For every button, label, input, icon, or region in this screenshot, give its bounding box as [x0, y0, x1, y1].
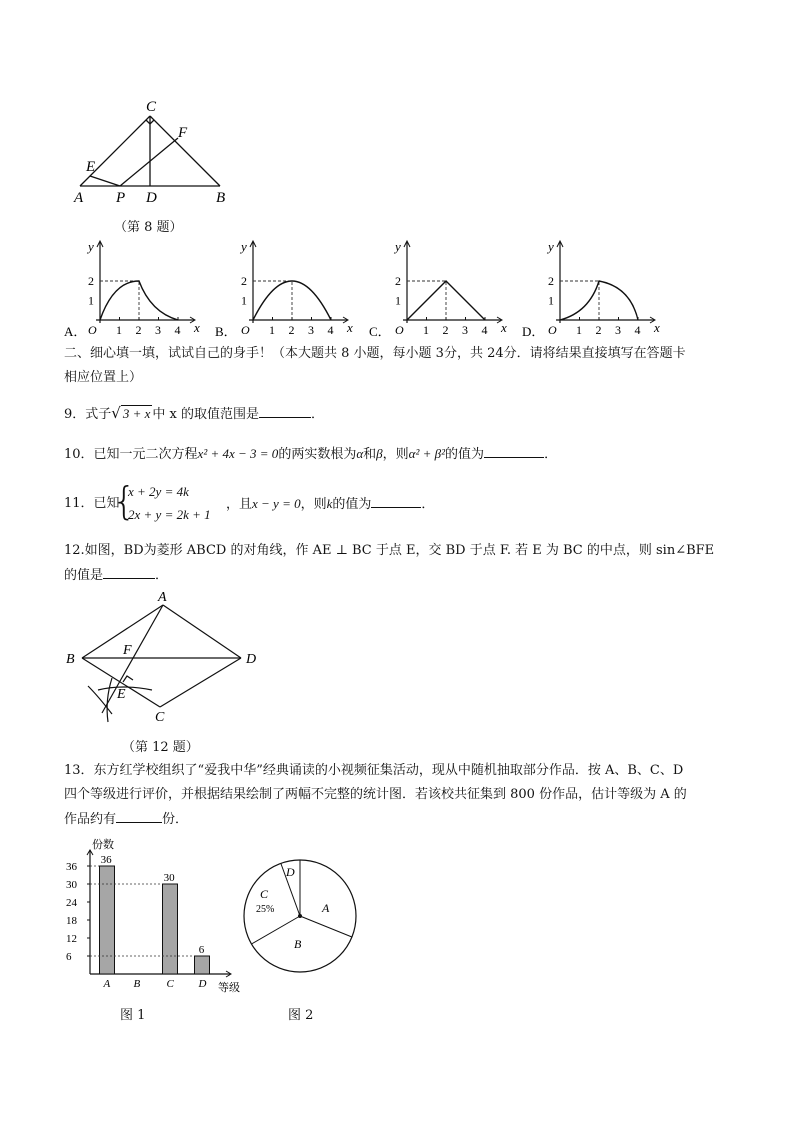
y-axis-label: y: [395, 239, 401, 254]
q10-expression: α² + β²: [408, 446, 446, 461]
dashed-guide: [253, 281, 292, 320]
dashed-guide: [560, 281, 599, 320]
x-tick-label: 3: [155, 323, 161, 337]
q9-end: ．: [311, 407, 325, 422]
figure-8: [70, 95, 240, 210]
q13-line3: [64, 808, 188, 831]
figure-12: [60, 588, 280, 728]
q11-equation-2: 2x + y = 2k + 1: [128, 507, 211, 522]
q10-alpha: α: [356, 446, 364, 461]
fig8-label-e: E: [86, 159, 96, 175]
y-tick-label: 1: [241, 293, 247, 308]
pie-label-D[interactable]: D: [286, 865, 295, 879]
bar-y-tick-label: 30: [66, 879, 77, 891]
x-tick-label: 1: [576, 323, 582, 337]
fig8-label-c: C: [146, 99, 157, 115]
option-letter-d: D．: [522, 324, 545, 339]
q11-answer-blank[interactable]: [371, 493, 421, 508]
fig8-label-p: P: [116, 190, 126, 206]
pie-chart: [236, 836, 360, 996]
q12-answer-blank[interactable]: [103, 564, 155, 579]
x-tick-label: 4: [481, 323, 488, 337]
q10-mid2: ，则: [382, 447, 409, 462]
option-graphs: [60, 238, 740, 340]
x-axis-label: x: [194, 320, 200, 335]
option-graph-a[interactable]: [64, 239, 200, 339]
dashed-guide: [100, 281, 139, 320]
bar-chart: [60, 836, 250, 996]
q13-answer-blank[interactable]: [116, 808, 162, 823]
bar-value-label: 36: [100, 854, 112, 866]
fig8-label-a: A: [74, 190, 84, 206]
y-tick-label: 2: [548, 274, 554, 288]
x-tick-label: 2: [595, 323, 602, 337]
fig8-label-f: F: [178, 125, 188, 141]
q9-mid: 中 x 的取值范围是: [152, 407, 259, 422]
x-tick-label: 1: [269, 323, 275, 337]
x-tick-label: 1: [116, 323, 122, 337]
fig8-caption: （第 8 题）: [114, 220, 183, 235]
q12-line1: 12.如图，BD为菱形 ABCD 的对角线，作 AE ⊥ BC 于点 E，交 BD 于点 F. 若 E 为 BC 的中点，则 sin∠BFE: [64, 543, 715, 558]
q13-line3-text: 作品约有: [64, 812, 117, 827]
bar-value-label: 30: [163, 872, 175, 884]
fig1-caption: 图 1: [120, 1008, 146, 1023]
origin-label: O: [548, 323, 557, 337]
y-axis-label: y: [88, 239, 94, 254]
bar-x-label: 等级: [218, 982, 240, 994]
q13-end: 份．: [162, 812, 189, 827]
x-axis-label: x: [347, 320, 353, 335]
bar-A[interactable]: [100, 866, 115, 974]
origin-label: O: [395, 323, 404, 337]
pie-label-B[interactable]: B: [294, 937, 302, 951]
origin-label: O: [88, 323, 97, 337]
q10-and: 和: [363, 447, 377, 462]
option-letter-a: A．: [64, 324, 87, 339]
x-tick-label: 2: [442, 323, 449, 337]
bar-category-label: D: [198, 978, 207, 990]
x-tick-label: 3: [462, 323, 468, 337]
q10-beta: β: [376, 446, 383, 461]
y-axis-label: y: [241, 239, 247, 254]
section2-line2: 相应位置上）: [64, 370, 143, 385]
q11-condition: [226, 493, 434, 516]
q10-num: 10．已知一元二次方程: [64, 447, 198, 462]
x-tick-label: 3: [308, 323, 314, 337]
section2-line1: 二、细心填一填，试试自己的身手！（本大题共 8 小题，每小题 3分，共 24分．请将结果直接填写在答题卡: [64, 346, 686, 361]
fig12-label-a: A: [158, 590, 167, 605]
y-tick-label: 2: [88, 274, 94, 288]
x-tick-label: 3: [615, 323, 621, 337]
x-axis-label: x: [501, 320, 507, 335]
origin-label: O: [241, 323, 250, 337]
fig12-caption: （第 12 题）: [122, 740, 199, 755]
pie-label-A[interactable]: A: [322, 901, 330, 915]
q11-k: k: [326, 496, 333, 511]
q10-answer-blank[interactable]: [484, 443, 544, 458]
bar-category-label: A: [103, 978, 111, 990]
fig12-label-c: C: [155, 710, 165, 725]
bar-y-tick-label: 6: [66, 951, 72, 963]
q12-end: ．: [155, 568, 169, 583]
y-tick-label: 2: [395, 274, 401, 288]
bar-C[interactable]: [163, 884, 178, 974]
q11-equation-1: x + 2y = 4k: [128, 484, 189, 499]
q11-tail2: 的值为: [332, 497, 372, 512]
bar-y-tick-label: 24: [66, 897, 77, 909]
option-graph-d[interactable]: [522, 239, 660, 339]
q10-end: ．: [544, 447, 558, 462]
q11-num: 11．已知: [64, 496, 120, 511]
option-graph-c[interactable]: [369, 239, 507, 339]
y-tick-label: 1: [548, 293, 554, 308]
fig12-label-f: F: [123, 643, 132, 658]
y-tick-label: 2: [241, 274, 247, 288]
bar-y-tick-label: 12: [66, 933, 77, 945]
q9-answer-blank[interactable]: [259, 403, 311, 418]
question-10: [64, 443, 557, 466]
q10-mid: 的两实数根为: [278, 447, 357, 462]
pie-center: [298, 914, 302, 918]
q13-line2: 四个等级进行评价，并根据结果绘制了两幅不完整的统计图．若该校共征集到 800 份作品，估计等级为 A 的: [64, 787, 687, 802]
q9-expr: 3 + x: [122, 406, 151, 421]
x-axis-label: x: [654, 320, 660, 335]
fig12-label-d: D: [246, 652, 257, 667]
option-letter-c: C．: [369, 324, 391, 339]
pie-percent-C: 25%: [256, 904, 275, 915]
pie-label-C[interactable]: C: [260, 887, 269, 901]
q9-num: 9．式子: [64, 407, 112, 422]
x-tick-label: 4: [634, 323, 641, 337]
x-tick-label: 4: [174, 323, 181, 337]
x-tick-label: 4: [327, 323, 334, 337]
q11-mid: ，且: [226, 497, 253, 512]
q10-equation: x² + 4x − 3 = 0: [197, 446, 279, 461]
y-axis-label: y: [548, 239, 554, 254]
fig12-label-b: B: [66, 652, 75, 667]
q11-end: ．: [421, 497, 435, 512]
fig8-label-b: B: [216, 190, 226, 206]
option-graphs-svg: [60, 238, 740, 340]
option-letter-b: B．: [215, 324, 237, 339]
y-tick-label: 1: [395, 293, 401, 308]
bar-D[interactable]: [195, 956, 210, 974]
q12-line2: [64, 564, 168, 587]
x-tick-label: 2: [288, 323, 295, 337]
q13-line1: 13．东方红学校组织了“爱我中华”经典诵读的小视频征集活动，现从中随机抽取部分作品．按 A、B、C、D: [64, 763, 684, 778]
bar-value-label: 6: [198, 944, 205, 956]
q11-cond: x − y = 0: [252, 496, 301, 511]
fig12-label-e: E: [117, 687, 126, 702]
q11-brace: {: [112, 479, 137, 523]
q12-line2-text: 的值是: [64, 568, 104, 583]
fig2-caption: 图 2: [288, 1008, 314, 1023]
bar-category-label: B: [133, 978, 141, 990]
bar-category-label: C: [166, 978, 174, 990]
bar-y-tick-label: 36: [66, 861, 77, 873]
x-tick-label: 1: [423, 323, 429, 337]
question-9: [64, 402, 324, 426]
sqrt-sign: √: [111, 404, 121, 422]
y-tick-label: 1: [88, 293, 94, 308]
q11-tail: ，则: [300, 497, 327, 512]
bar-y-tick-label: 18: [66, 915, 77, 927]
bar-y-label: 份数: [92, 839, 114, 851]
fig8-label-d: D: [146, 190, 157, 206]
q10-tail: 的值为: [445, 447, 485, 462]
option-graph-b[interactable]: [215, 239, 353, 339]
x-tick-label: 2: [135, 323, 142, 337]
